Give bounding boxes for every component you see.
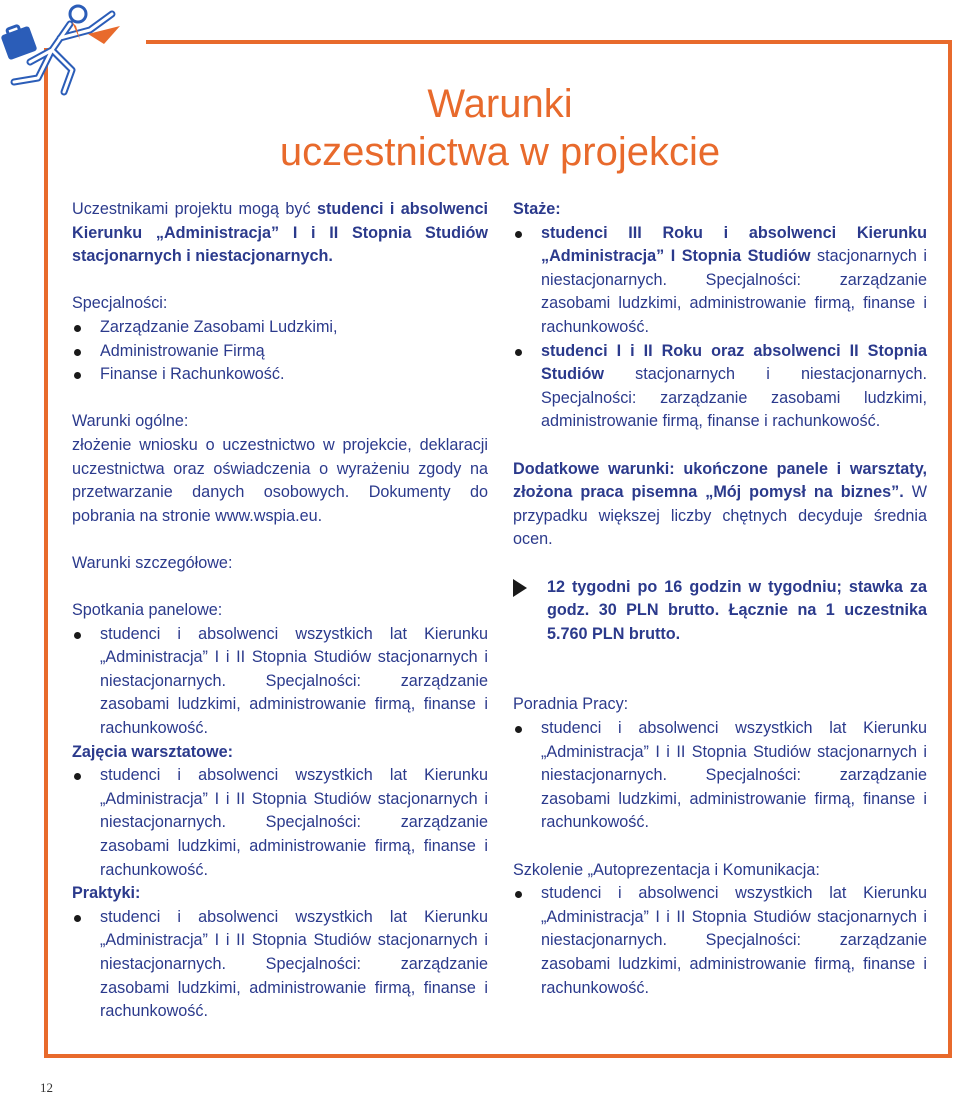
- list-item-text: studenci i absolwenci wszystkich lat Kierunku „Administracja” I i II Stopnia Studiów stacjonarnych i niestacjonarnych. Specjalności: zarządzanie zasobami ludzkimi, administrowanie firmą, finanse i rachunkowość.: [100, 624, 488, 738]
- bullet-icon: [74, 349, 81, 356]
- play-arrow-icon: [513, 579, 527, 597]
- left-column: [72, 198, 488, 1024]
- list-item: [72, 363, 488, 387]
- title-line-2: uczestnictwa w projekcie: [279, 130, 721, 174]
- intro-bold-text: studenci i absolwenci Kierunku „Administracja” I i II Stopnia Studiów stacjonarnych i niestacjonarnych.: [72, 200, 488, 266]
- list-item-bold-text: studenci III Roku i absolwenci Kierunku „Administracja” I Stopnia Studiów: [541, 223, 927, 266]
- list-item: [72, 906, 488, 1024]
- practices-list: [72, 906, 488, 1024]
- list-item-text: studenci i absolwenci wszystkich lat Kierunku „Administracja” I i II Stopnia Studiów stacjonarnych i niestacjonarnych. Specjalności: zarządzanie zasobami ludzkimi, administrowanie firmą, finanse i rachunkowość.: [100, 766, 488, 879]
- list-item: [72, 340, 488, 364]
- bullet-icon: [74, 372, 81, 379]
- specializations-heading: Specjalności:: [72, 294, 168, 313]
- specializations-list: [72, 316, 488, 387]
- bullet-icon: [515, 349, 522, 356]
- general-conditions-heading: Warunki ogólne:: [72, 412, 189, 431]
- list-item: [72, 316, 488, 340]
- intro-text: Uczestnikami projektu mogą być: [72, 200, 317, 218]
- list-item: [72, 623, 488, 741]
- list-item-text: Administrowanie Firmą: [100, 341, 265, 360]
- bullet-icon: [74, 773, 81, 780]
- intro-paragraph: [72, 198, 488, 269]
- title-line-1: Warunki: [427, 82, 573, 126]
- list-item-text: studenci i absolwenci wszystkich lat Kierunku „Administracja” I i II Stopnia Studiów stacjonarnych i niestacjonarnych. Specjalności: zarządzanie zasobami ludzkimi, administrowanie firmą, finanse i rachunkowość.: [541, 884, 927, 997]
- list-item: [513, 882, 927, 1000]
- internships-heading: Staże:: [513, 200, 561, 218]
- detailed-conditions-heading: Warunki szczegółowe:: [72, 553, 233, 572]
- training-list: [513, 882, 927, 1000]
- list-item-text: studenci i absolwenci wszystkich lat Kierunku „Administracja” I i II Stopnia Studiów stacjonarnych i niestacjonarnych. Specjalności: zarządzanie zasobami ludzkimi, administrowanie firmą, finanse i rachunkowość.: [541, 719, 927, 832]
- page-title: [240, 76, 760, 180]
- list-item-bold-text: studenci I i II Roku oraz absolwenci II Stopnia Studiów: [541, 341, 927, 384]
- workshops-list: [72, 764, 488, 882]
- running-man-with-briefcase-icon: [0, 0, 140, 100]
- list-item: [513, 222, 927, 340]
- bullet-icon: [74, 325, 81, 332]
- list-item-text: studenci i absolwenci wszystkich lat Kierunku „Administracja” I i II Stopnia Studiów stacjonarnych i niestacjonarnych. Specjalności: zarządzanie zasobami ludzkimi, administrowanie firmą, finanse i rachunkowość.: [100, 907, 488, 1021]
- list-item-text: Finanse i Rachunkowość.: [100, 365, 285, 384]
- internships-list: [513, 222, 927, 434]
- workshops-heading: Zajęcia warsztatowe:: [72, 742, 234, 761]
- practices-heading: Praktyki:: [72, 884, 141, 903]
- panel-meetings-heading: Spotkania panelowe:: [72, 601, 223, 620]
- right-column: [513, 198, 927, 1000]
- bullet-icon: [74, 915, 81, 922]
- stipend-text: 12 tygodni po 16 godzin w tygodniu; stawka za godz. 30 PLN brutto. Łącznie na 1 uczestnika 5.760 PLN brutto.: [547, 577, 927, 643]
- additional-conditions: [513, 458, 927, 552]
- page-number: 12: [40, 1080, 53, 1095]
- additional-conditions-bold: Dodatkowe warunki: ukończone panele i warsztaty, złożona praca pisemna „Mój pomysł na biznes”.: [513, 459, 927, 502]
- bullet-icon: [515, 726, 522, 733]
- list-item-text: stacjonarnych i niestacjonarnych. Specjalności: zarządzanie zasobami ludzkimi, administrowanie firmą, finanse i rachunkowość.: [541, 365, 927, 431]
- panel-meetings-list: [72, 623, 488, 741]
- bullet-icon: [515, 231, 522, 238]
- list-item: [72, 764, 488, 882]
- training-heading: Szkolenie „Autoprezentacja i Komunikacja:: [513, 860, 820, 879]
- list-item-text: Zarządzanie Zasobami Ludzkimi,: [100, 317, 338, 336]
- job-clinic-heading: Poradnia Pracy:: [513, 695, 629, 714]
- bullet-icon: [74, 632, 81, 639]
- additional-conditions-text: W przypadku większej liczby chętnych decyduje średnia ocen.: [513, 483, 927, 549]
- list-item-text: stacjonarnych i niestacjonarnych. Specjalności: zarządzanie zasobami ludzkimi, administrowanie firmą, finanse i rachunkowość.: [541, 247, 927, 336]
- job-clinic-list: [513, 717, 927, 835]
- stipend-note: [513, 576, 927, 647]
- general-conditions-text: złożenie wniosku o uczestnictwo w projekcie, deklaracji uczestnictwa oraz oświadczenia o wyrażeniu zgody na przetwarzanie danych osobowych. Dokumenty do pobrania na stronie www.wspia.eu.: [72, 435, 488, 525]
- list-item: [513, 717, 927, 835]
- list-item: [513, 340, 927, 434]
- bullet-icon: [515, 891, 522, 898]
